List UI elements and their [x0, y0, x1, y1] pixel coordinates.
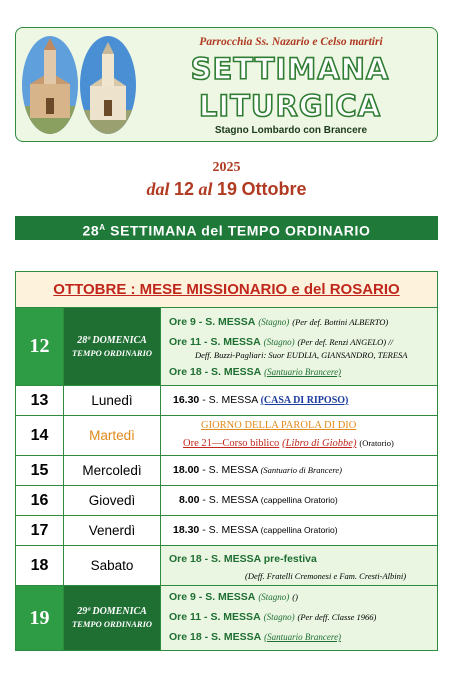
event-sep: - — [204, 553, 209, 565]
day-events — [161, 546, 437, 585]
table-row — [16, 486, 437, 516]
table-row — [16, 456, 437, 486]
event-title: S. MESSA — [210, 611, 261, 623]
event-sep: - — [204, 336, 208, 348]
date-month: Ottobre — [241, 179, 307, 199]
day-number: 13 — [16, 386, 64, 415]
event-location: (Stagno) — [258, 592, 290, 602]
day-number: 14 — [16, 416, 64, 455]
day-name: Martedì — [64, 416, 161, 455]
event-time: Ore 11 — [169, 336, 202, 348]
event-time: Ore 11 — [169, 611, 202, 623]
week-text: SETTIMANA del TEMPO ORDINARIO — [110, 222, 371, 239]
table-row — [16, 308, 437, 386]
event-note: (Per deff. Classe 1966) — [297, 612, 377, 622]
event-sep: - — [198, 591, 203, 603]
event-note: (Libro di Giobbe) — [282, 438, 357, 449]
month-theme: OTTOBRE : MESE MISSIONARIO e del ROSARIO — [16, 272, 437, 308]
event-note: (Per def. Bottini ALBERTO) — [292, 317, 389, 327]
event-title: S. MESSA — [208, 524, 258, 536]
event-title: S. MESSA — [211, 631, 262, 643]
day-name: Venerdì — [64, 516, 161, 545]
event-time: Ore 18 — [169, 631, 202, 643]
table-row — [16, 416, 437, 456]
event-title: S. MESSA — [208, 464, 258, 476]
date-to: 19 — [217, 179, 238, 199]
day-events — [161, 456, 437, 485]
event-title: GIORNO DELLA PAROLA DI DIO — [201, 420, 357, 431]
date-range — [0, 179, 453, 200]
day-number: 19 — [16, 586, 64, 650]
event-title: S. MESSA — [205, 316, 256, 328]
day-name: Mercoledì — [64, 456, 161, 485]
day-number: 17 — [16, 516, 64, 545]
event-note: () — [292, 592, 298, 602]
event-title: S. MESSA — [211, 366, 262, 378]
day-name: Lunedì — [64, 386, 161, 415]
day-name: Giovedì — [64, 486, 161, 515]
day-events — [161, 386, 437, 415]
week-number: 28 — [82, 222, 100, 239]
event-time: 18.30 — [173, 524, 200, 536]
day-name — [64, 586, 161, 650]
event-location: (cappellina Oratorio) — [260, 525, 338, 535]
sunday-sublabel: TEMPO ORDINARIO — [71, 347, 153, 358]
event-time: Ore 9 — [169, 591, 196, 603]
week-banner — [15, 216, 438, 240]
table-row — [16, 546, 437, 586]
table-row — [16, 386, 437, 416]
event-sep: - — [202, 494, 206, 506]
church-photo-left — [22, 36, 78, 134]
dal-word: dal — [146, 179, 170, 199]
day-events — [161, 516, 437, 545]
year: 2025 — [212, 160, 241, 175]
event-location: (Santuario Brancere) — [264, 632, 342, 642]
day-number: 18 — [16, 546, 64, 585]
event-location: (cappellina Oratorio) — [260, 495, 338, 505]
sunday-label: 29ª DOMENICA — [77, 606, 147, 617]
parish-name: Parrocchia Ss. Nazario e Celso martiri — [199, 36, 383, 48]
sunday-label: 28ª DOMENICA — [77, 334, 147, 346]
event-location: (Oratorio) — [359, 438, 394, 448]
day-number: 12 — [16, 308, 64, 385]
day-events — [161, 586, 437, 650]
event-location: (CASA DI RIPOSO) — [260, 395, 349, 406]
event-note: (Deff. Fratelli Cremonesi e Fam. Cresti-Albini) — [245, 571, 407, 581]
event-location: (Stagno) — [258, 317, 290, 327]
church-photo-right — [80, 36, 136, 134]
day-name — [64, 308, 161, 385]
day-number: 16 — [16, 486, 64, 515]
header-subtitle: Stagno Lombardo con Brancere — [214, 125, 368, 136]
day-events — [161, 308, 437, 385]
day-events — [161, 416, 437, 455]
event-location: (Stagno) — [263, 337, 295, 347]
event-time: 8.00 — [179, 494, 200, 506]
title-liturgica: LITURGICA — [198, 89, 382, 123]
al-word: al — [198, 179, 213, 199]
table-row — [16, 586, 437, 650]
event-location: (Santuario Brancere) — [264, 367, 342, 377]
event-title: S. MESSA — [205, 591, 256, 603]
table-row — [16, 516, 437, 546]
event-title: S. MESSA pre-festiva — [211, 553, 317, 565]
event-time: Ore 18 — [169, 553, 202, 565]
event-time: Ore 18 — [169, 366, 202, 378]
event-title: S. MESSA — [208, 494, 258, 506]
event-location: (Santuario di Brancere) — [260, 465, 342, 475]
title-settimana: SETTIMANA — [190, 52, 390, 86]
week-number-sup: A — [99, 223, 106, 232]
event-sep: - — [202, 394, 206, 406]
event-note: (Per def. Renzi ANGELO) // — [297, 337, 393, 347]
event-sep: - — [204, 611, 208, 623]
schedule-table — [15, 271, 438, 651]
event-time: Ore 21—Corso biblico — [183, 438, 280, 449]
sunday-sublabel: TEMPO ORDINARIO — [71, 619, 153, 629]
day-number: 15 — [16, 456, 64, 485]
date-from: 12 — [173, 179, 194, 199]
event-sep: - — [198, 316, 203, 328]
event-location: (Stagno) — [263, 612, 295, 622]
event-time: 18.00 — [173, 464, 200, 476]
event-sep: - — [202, 464, 206, 476]
event-time: Ore 9 — [169, 316, 196, 328]
event-title: S. MESSA — [210, 336, 261, 348]
event-title: S. MESSA — [208, 394, 258, 406]
header-banner — [15, 27, 438, 142]
event-time: 16.30 — [173, 394, 200, 406]
event-note-extra: Deff. Buzzi-Pagliari: Suor EUDLIA, GIANSANDRO, TERESA — [195, 350, 408, 360]
event-sep: - — [202, 524, 206, 536]
day-events — [161, 486, 437, 515]
event-sep: - — [204, 631, 209, 643]
day-name: Sabato — [64, 546, 161, 585]
event-sep: - — [204, 366, 209, 378]
